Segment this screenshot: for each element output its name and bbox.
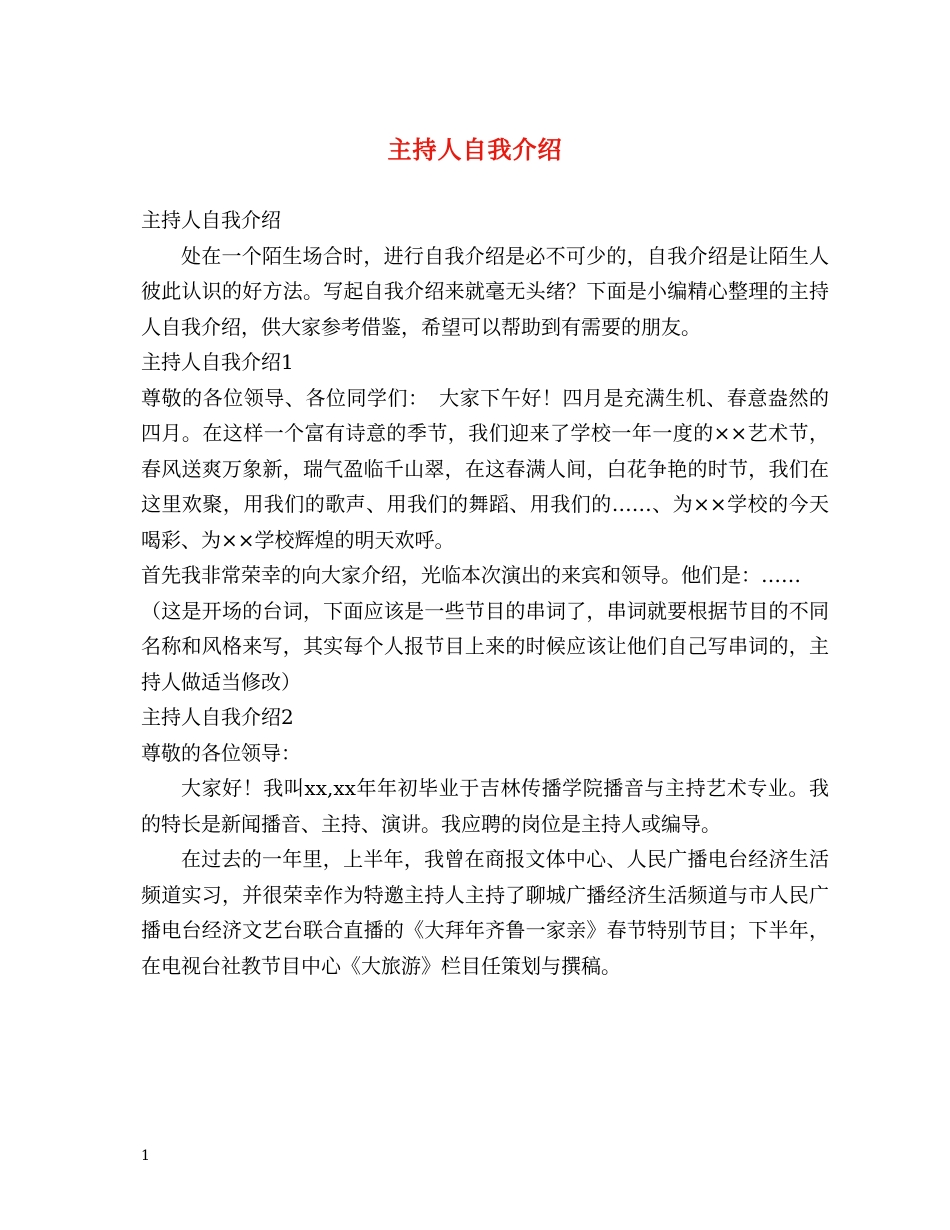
salutation: 尊敬的各位领导： xyxy=(141,740,301,765)
self-intro-paragraph-1: 大家好！我叫xx,xx年年初毕业于吉林传播学院播音与主持艺术专业。我的特长是新闻播音、主持、演讲。我应聘的岗位是主持人或编导。 xyxy=(141,776,829,836)
section-heading: 主持人自我介绍 xyxy=(141,208,281,232)
section-heading-2: 主持人自我介绍2 xyxy=(141,705,294,729)
intro-paragraph: 处在一个陌生场合时，进行自我介绍是必不可少的，自我介绍是让陌生人彼此认识的好方法。写起自我介绍来就毫无头绪？下面是小编精心整理的主持人自我介绍，供大家参考借鉴，希望可以帮助到有需要的朋友。 xyxy=(141,243,829,339)
section-heading-1: 主持人自我介绍1 xyxy=(141,350,294,374)
speech-paragraph-1: 尊敬的各位领导、各位同学们： 大家下午好！四月是充满生机、春意盎然的四月。在这样一个富有诗意的季节，我们迎来了学校一年一度的××艺术节，春风送爽万象新，瑞气盈临千山翠，在这春满人间，白花争艳的时节，我们在这里欢聚，用我们的歌声、用我们的舞蹈、用我们的……、为××学校的今天喝彩、为××学校辉煌的明天欢呼。 xyxy=(141,385,829,552)
document-body xyxy=(141,203,829,984)
page-number: 1 xyxy=(141,1148,150,1164)
document-title: 主持人自我介绍 xyxy=(387,135,563,164)
speech-paragraph-2: 首先我非常荣幸的向大家介绍，光临本次演出的来宾和领导。他们是：…… xyxy=(141,563,801,587)
self-intro-paragraph-2: 在过去的一年里，上半年，我曾在商报文体中心、人民广播电台经济生活频道实习，并很荣幸作为特邀主持人主持了聊城广播经济生活频道与市人民广播电台经济文艺台联合直播的《大拜年齐鲁一家亲》春节特别节目；下半年，在电视台社教节目中心《大旅游》栏目任策划与撰稿。 xyxy=(141,847,829,978)
note-paragraph: （这是开场的台词，下面应该是一些节目的串词了，串词就要根据节目的不同名称和风格来写，其实每个人报节目上来的时候应该让他们自己写串词的，主持人做适当修改） xyxy=(141,598,829,694)
